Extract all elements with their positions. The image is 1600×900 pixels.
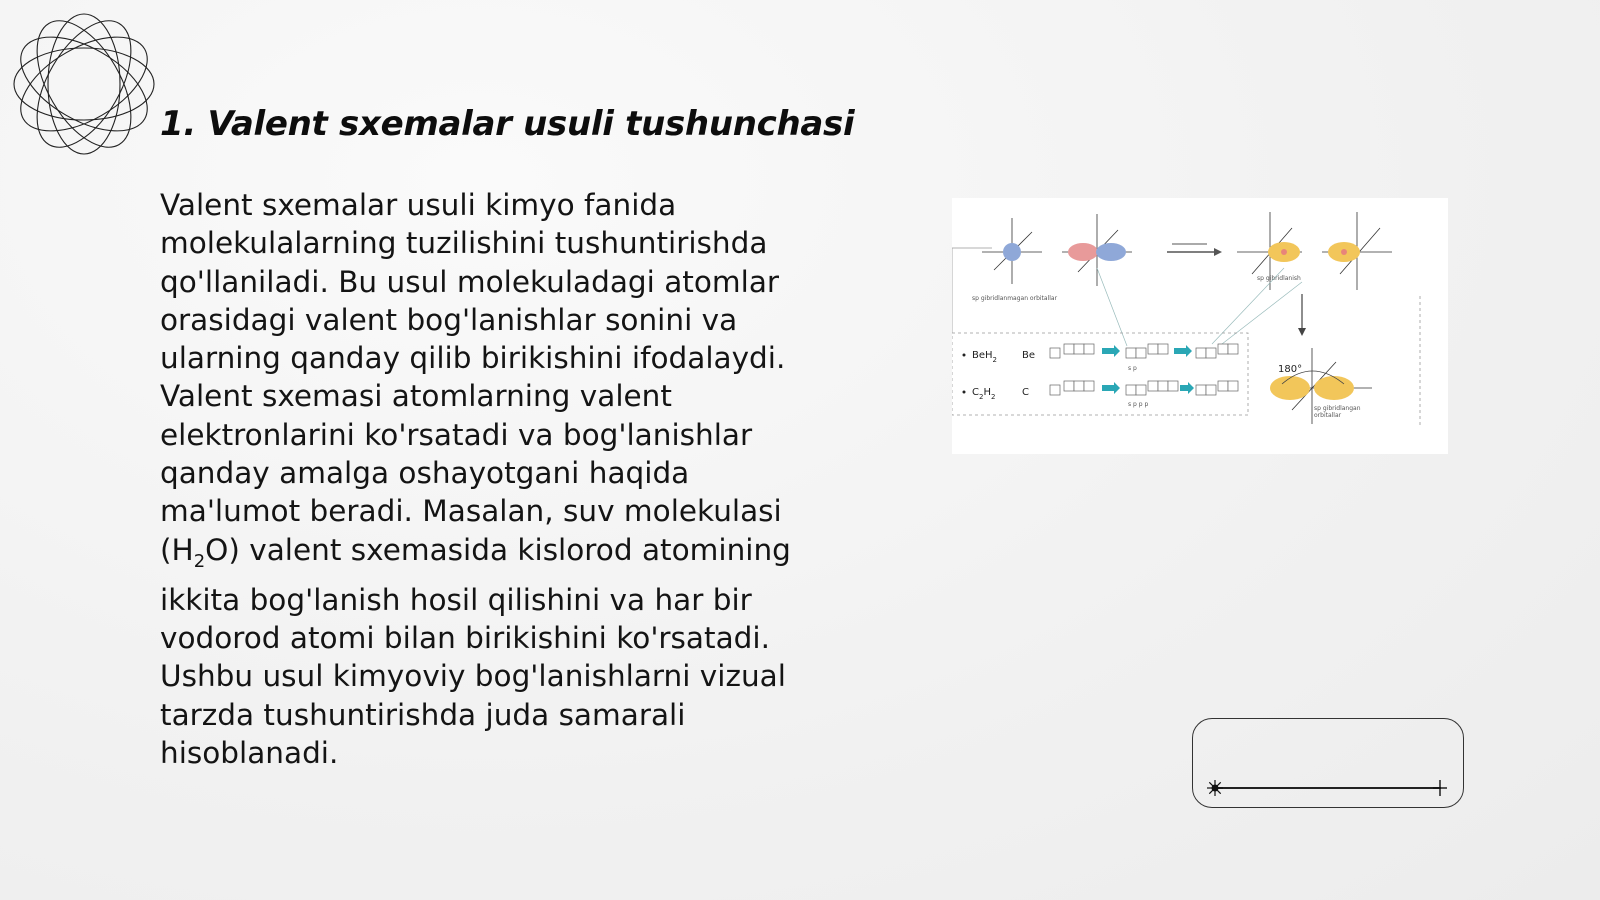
svg-text:sp gibridlanmagan orbitallar: sp gibridlanmagan orbitallar xyxy=(972,295,1058,302)
s-orbital-lobe xyxy=(1003,243,1021,261)
row2-atom-label: C xyxy=(1022,387,1029,398)
row1-molecule-label: BeH$_2$ xyxy=(972,350,998,364)
body-text-part-1: Valent sxemalar usuli kimyo fanida molekulalarning tuzilishini tushuntirishda qo'llaniladi. Bu usul molekuladagi atomlar orasidagi valent bog'lanishlar sonini va ularning qanday qilib birikishini ifodalaydi. Valent sxemasi atomlarning valent elektronlarini ko'rsatadi va bog'lanishlar qanday amalga oshayotgani haqida ma'lumot beradi. Masalan, suv molekulasi (H xyxy=(160,188,786,567)
slide-body-text xyxy=(160,186,810,772)
linear-hybrid-lobe-left xyxy=(1270,376,1310,400)
row2-orbital-letters: s p p p xyxy=(1128,401,1149,408)
slider-track xyxy=(1215,787,1441,789)
cross-marker-icon xyxy=(1431,779,1449,797)
p-orbital-lobe-red xyxy=(1068,243,1098,261)
ring-pattern-logo xyxy=(10,10,158,158)
row2-orbital-boxes xyxy=(1050,381,1238,395)
row1-atom-label: Be xyxy=(1022,350,1036,361)
slider-widget xyxy=(1192,718,1464,808)
row1-orbital-boxes xyxy=(1050,344,1238,358)
body-text-subscript: 2 xyxy=(193,550,206,572)
svg-text:orbitallar: orbitallar xyxy=(1314,412,1342,419)
row2-molecule-label: $C_2H_2$ xyxy=(972,387,996,401)
hybridization-diagram xyxy=(952,198,1448,454)
row1-orbital-letters: s p xyxy=(1128,365,1137,372)
p-orbital-lobe-blue xyxy=(1096,243,1126,261)
slide-title: 1. Valent sxemalar usuli tushunchasi xyxy=(160,104,855,144)
svg-text:sp gibridlangan: sp gibridlangan xyxy=(1314,405,1361,412)
hybridization-diagram-svg xyxy=(952,198,1448,454)
linear-hybrid-lobe-right xyxy=(1314,376,1354,400)
bond-angle-label: 180° xyxy=(1278,364,1303,375)
body-text-part-2: O) valent sxemasida kislorod atomining ikkita bog'lanish hosil qilishini va har bir vodorod atomi bilan birikishini ko'rsatadi. Ushbu usul kimyoviy bog'lanishlarni vizual tarzda tushuntirishda juda samarali hisoblanadi. xyxy=(160,532,791,771)
sun-icon xyxy=(1206,779,1224,797)
svg-text:sp gibridlanish: sp gibridlanish xyxy=(1257,275,1301,282)
